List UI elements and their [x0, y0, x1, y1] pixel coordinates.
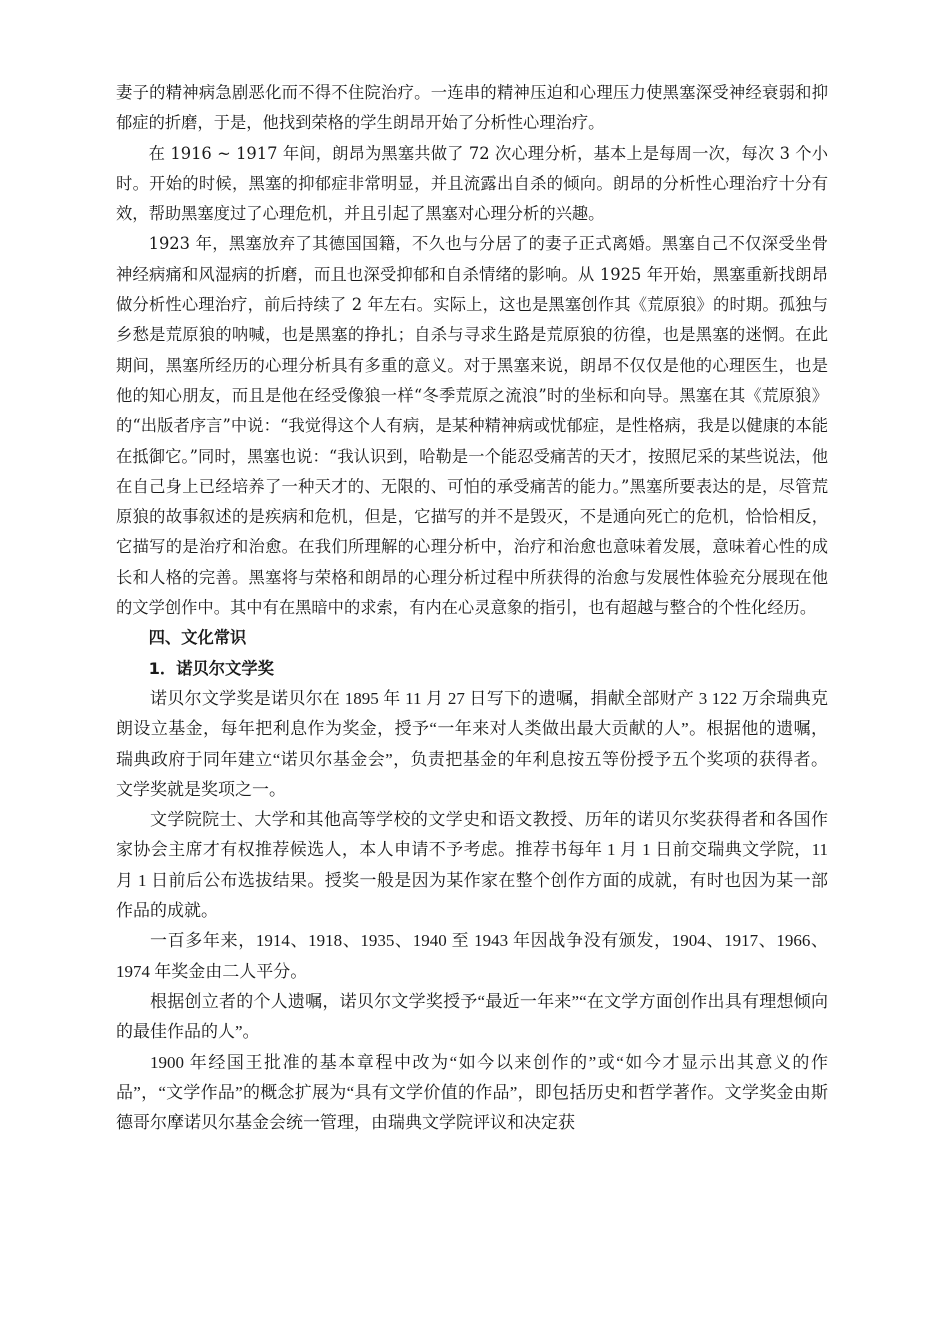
paragraph: 妻子的精神病急剧恶化而不得不住院治疗。一连串的精神压迫和心理压力使黑塞深受神经衰弱和抑郁症的折磨，于是，他找到荣格的学生朗昂开始了分析性心理治疗。 — [116, 83, 828, 133]
paragraph: 一百多年来，1914、1918、1935、1940 至 1943 年因战争没有颁发，1904、1917、1966、1974 年奖金由二人平分。 — [116, 931, 828, 981]
paragraph: 1900 年经国王批准的基本章程中改为“如今以来创作的”或“如今才显示出其意义的作品”，“文学作品”的概念扩展为“具有文学价值的作品”，即包括历史和哲学著作。文学奖金由斯德哥尔摩诺贝尔基金会统一管理，由瑞典文学院评议和决定获 — [116, 1052, 828, 1133]
paragraph: 根据创立者的个人遗嘱，诺贝尔文学奖授予“最近一年来”“在文学方面创作出具有理想倾向的最佳作品的人”。 — [116, 991, 828, 1042]
subsection-heading: 1．诺贝尔文学奖 — [148, 658, 274, 678]
paragraph: 诺贝尔文学奖是诺贝尔在 1895 年 11 月 27 日写下的遗嘱，捐献全部财产 3 122 万余瑞典克朗设立基金，每年把利息作为奖金，授予“一年来对人类做出最大贡献的人”。根据他的遗嘱，瑞典政府于同年建立“诺贝尔基金会”，负责把基金的年利息按五等份授予五个奖项的获得者。文学奖就是奖项之一。 — [116, 688, 828, 799]
paragraph: 文学院院士、大学和其他高等学校的文学史和语文教授、历年的诺贝尔奖获得者和各国作家协会主席才有权推荐候选人，本人申请不予考虑。推荐书每年 1 月 1 日前交瑞典文学院，11 月 1 日前后公布选拔结果。授奖一般是因为某作家在整个创作方面的成就，有时也因为某一部作品的成就。 — [116, 810, 828, 921]
section-heading: 四、文化常识 — [148, 628, 247, 648]
paragraph: 在 1916 ~ 1917 年间，朗昂为黑塞共做了 72 次心理分析，基本上是每周一次，每次 3 个小时。开始的时候，黑塞的抑郁症非常明显，并且流露出自杀的倾向。朗昂的分析性心理治疗十分有效，帮助黑塞度过了心理危机，并且引起了黑塞对心理分析的兴趣。 — [116, 143, 828, 224]
document-page — [116, 78, 828, 1138]
paragraph: 1923 年，黑塞放弃了其德国国籍，不久也与分居了的妻子正式离婚。黑塞自己不仅深受坐骨神经病痛和风湿病的折磨，而且也深受抑郁和自杀情绪的影响。从 1925 年开始，黑塞重新找朗昂做分析性心理治疗，前后持续了 2 年左右。实际上，这也是黑塞创作其《荒原狼》的时期。孤独与乡愁是荒原狼的呐喊，也是黑塞的挣扎；自杀与寻求生路是荒原狼的彷徨，也是黑塞的迷惘。在此期间，黑塞所经历的心理分析具有多重的意义。对于黑塞来说，朗昂不仅仅是他的心理医生，也是他的知心朋友，而且是他在经受像狼一样“冬季荒原之流浪”时的坐标和向导。黑塞在其《荒原狼》的“出版者序言”中说：“我觉得这个人有病，是某种精神病或忧郁症，是性格病，我是以健康的本能在抵御它。”同时，黑塞也说：“我认识到，哈勒是一个能忍受痛苦的天才，按照尼采的某些说法，他在自己身上已经培养了一种天才的、无限的、可怕的承受痛苦的能力。”黑塞所要表达的是，尽管荒原狼的故事叙述的是疾病和危机，但是，它描写的并不是毁灭，不是通向死亡的危机，恰恰相反，它描写的是治疗和治愈。在我们所理解的心理分析中，治疗和治愈也意味着发展，意味着心性的成长和人格的完善。黑塞将与荣格和朗昂的心理分析过程中所获得的治愈与发展性体验充分展现在他的文学创作中。其中有在黑暗中的求索，有内在心灵意象的指引，也有超越与整合的个性化经历。 — [116, 234, 828, 618]
